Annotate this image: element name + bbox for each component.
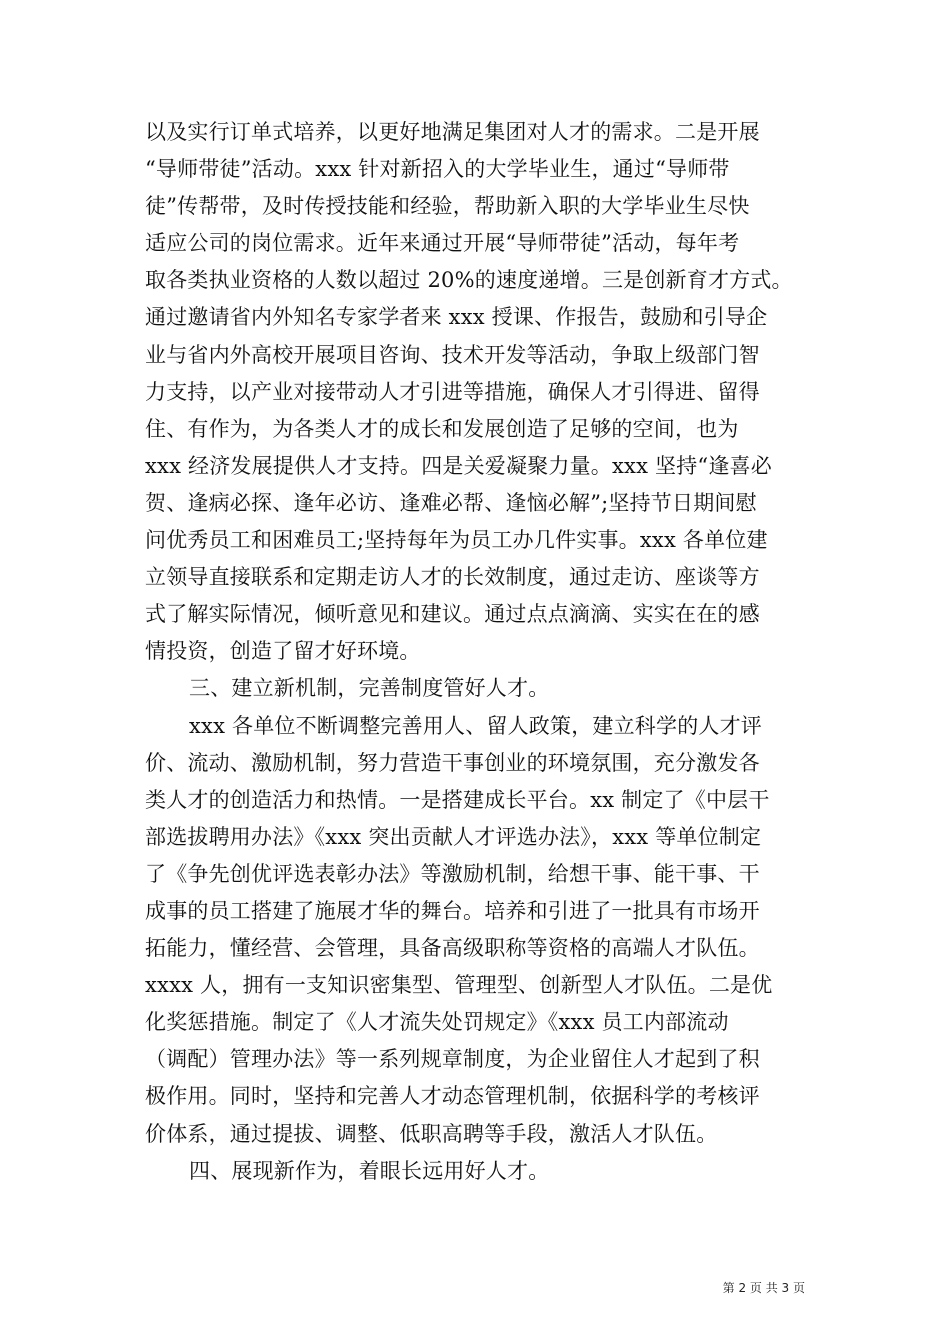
text-line: 住、有作为，为各类人才的成长和发展创造了足够的空间，也为	[145, 416, 739, 441]
text-line: “导师带徒”活动。xxx 针对新招入的大学毕业生，通过“导师带	[145, 157, 730, 182]
section-heading-3: 三、建立新机制，完善制度管好人才。	[189, 676, 550, 701]
page-number: 第 2 页 共 3 页	[722, 1281, 805, 1295]
text-line: 化奖惩措施。制定了《人才流失处罚规定》《xxx 员工内部流动	[145, 1010, 729, 1035]
text-line: 问优秀员工和困难员工;坚持每年为员工办几件实事。xxx 各单位建	[145, 528, 768, 553]
text-line: xxxx 人，拥有一支知识密集型、管理型、创新型人才队伍。二是优	[145, 973, 773, 998]
text-line: 业与省内外高校开展项目咨询、技术开发等活动，争取上级部门智	[145, 342, 760, 367]
text-line: 价体系，通过提拔、调整、低职高聘等手段，激活人才队伍。	[145, 1121, 718, 1146]
text-line: 成事的员工搭建了施展才华的舞台。培养和引进了一批具有市场开	[145, 898, 760, 923]
text-line: 了《争先创优评选表彰办法》等激励机制，给想干事、能干事、干	[145, 861, 760, 886]
text-line: （调配）管理办法》等一系列规章制度，为企业留住人才起到了积	[145, 1047, 760, 1072]
text-line: 立领导直接联系和定期走访人才的长效制度，通过走访、座谈等方	[145, 565, 760, 590]
text-line: 徒”传帮带，及时传授技能和经验，帮助新入职的大学毕业生尽快	[145, 194, 750, 219]
text-line: 以及实行订单式培养，以更好地满足集团对人才的需求。二是开展	[145, 120, 760, 144]
text-line: 适应公司的岗位需求。近年来通过开展“导师带徒”活动，每年考	[145, 231, 740, 256]
text-line: xxx 经济发展提供人才支持。四是关爱凝聚力量。xxx 坚持“逢喜必	[145, 453, 772, 478]
text-line: 贺、逢病必探、逢年必访、逢难必帮、逢恼必解”;坚持节日期间慰	[145, 490, 757, 515]
text-line: 类人才的创造活力和热情。一是搭建成长平台。xx 制定了《中层干	[145, 787, 770, 812]
text-line: 极作用。同时，坚持和完善人才动态管理机制，依据科学的考核评	[145, 1084, 760, 1109]
text-line: 部选拔聘用办法》《xxx 突出贡献人才评选办法》，xxx 等单位制定	[145, 824, 762, 849]
text-line: xxx 各单位不断调整完善用人、留人政策，建立科学的人才评	[189, 713, 763, 738]
text-line: 力支持，以产业对接带动人才引进等措施，确保人才引得进、留得	[145, 379, 760, 404]
text-line: 取各类执业资格的人数以超过 20%的速度递增。三是创新育才方式。	[145, 268, 793, 293]
text-line: 情投资，创造了留才好环境。	[145, 639, 421, 664]
text-line: 价、流动、激励机制，努力营造干事创业的环境氛围，充分激发各	[145, 750, 760, 775]
text-line: 通过邀请省内外知名专家学者来 xxx 授课、作报告，鼓励和引导企	[145, 305, 768, 330]
section-heading-4: 四、展现新作为，着眼长远用好人才。	[189, 1158, 550, 1183]
document-body	[145, 114, 825, 1190]
text-line: 式了解实际情况，倾听意见和建议。通过点点滴滴、实实在在的感	[145, 602, 760, 627]
text-line: 拓能力，懂经营、会管理，具备高级职称等资格的高端人才队伍。	[145, 936, 760, 961]
